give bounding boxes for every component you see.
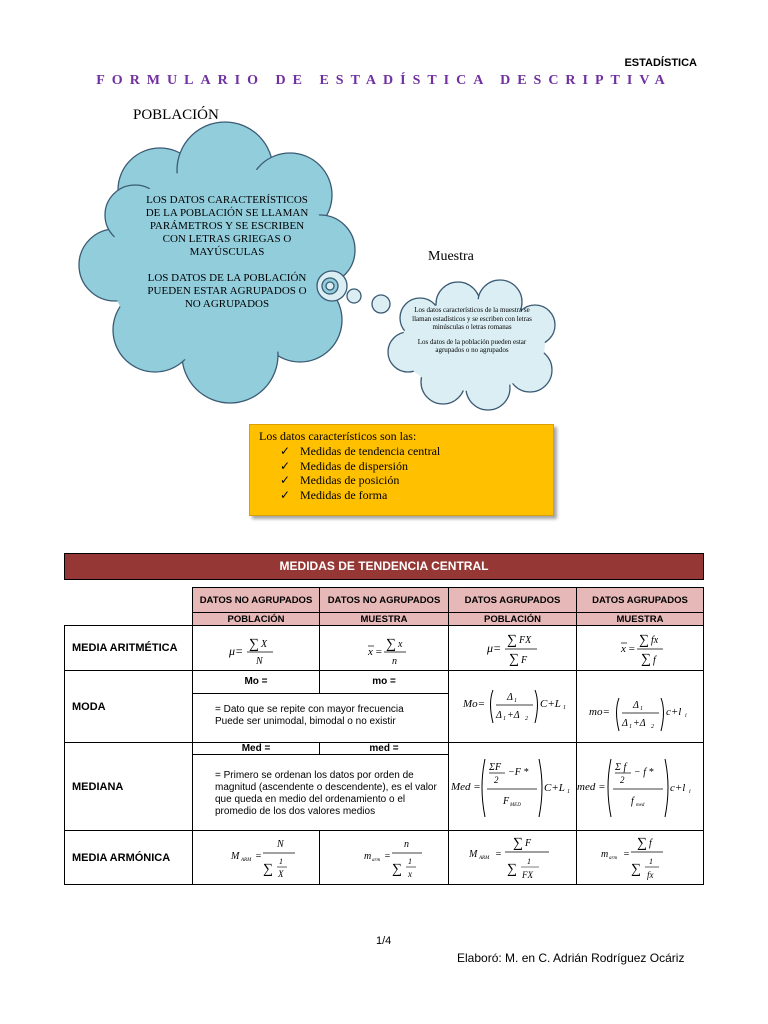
svg-text:med: med xyxy=(636,803,645,808)
svg-text:F: F xyxy=(525,838,532,849)
median-description: = Primero se ordenan los datos por orden de magnitud (ascendente o descendente), es el valor que queda en medio del ordenamiento o el promedio de los dos valores medios xyxy=(192,754,449,831)
svg-text:−F *: −F * xyxy=(508,767,529,778)
svg-text:f: f xyxy=(653,655,656,666)
svg-text:∑: ∑ xyxy=(639,633,649,648)
svg-text:F: F xyxy=(521,655,528,666)
svg-text:ARM: ARM xyxy=(479,856,490,861)
row-label-armonica: MEDIA ARMÓNICA xyxy=(64,830,193,885)
svg-text:2: 2 xyxy=(494,775,499,785)
svg-text:+Δ: +Δ xyxy=(633,718,646,729)
list-item: ✓ Medidas de tendencia central xyxy=(280,444,441,458)
col-header-3: DATOS AGRUPADOS xyxy=(448,587,577,613)
characteristics-box xyxy=(249,424,554,516)
svg-text:μ=: μ= xyxy=(487,641,502,655)
page-number: 1/4 xyxy=(376,935,392,947)
svg-text:ΣF: ΣF xyxy=(489,762,502,773)
svg-text:=: = xyxy=(495,849,502,860)
svg-text:x: x xyxy=(408,869,412,879)
formula-harmonic-grouped-population xyxy=(469,833,573,883)
svg-text:M: M xyxy=(469,849,478,860)
median-population-label: Med = xyxy=(192,742,320,755)
section-label: POBLACIÓN xyxy=(133,107,219,123)
moda-description: = Dato que se repite con mayor frecuencia Puede ser unimodal, bimodal o no existir xyxy=(192,693,449,743)
svg-text:Mo=: Mo= xyxy=(463,698,486,710)
sample-cloud-line-2: Los datos de la población pueden estar agrupados o no agrupados xyxy=(417,337,527,354)
table-cell xyxy=(576,742,704,831)
row-label-mediana: MEDIANA xyxy=(64,742,193,831)
svg-text:c+l: c+l xyxy=(666,706,682,718)
svg-text:Δ: Δ xyxy=(633,700,639,711)
svg-text:∑: ∑ xyxy=(507,862,517,877)
svg-text:∑: ∑ xyxy=(249,637,259,652)
svg-text:MED: MED xyxy=(510,803,521,808)
checkmark-icon: ✓ xyxy=(280,487,291,502)
table-title: MEDIDAS DE TENDENCIA CENTRAL xyxy=(64,553,704,580)
svg-text:∑: ∑ xyxy=(641,652,651,667)
svg-text:∑: ∑ xyxy=(631,862,641,877)
list-item: ✓ Medidas de forma xyxy=(280,487,388,502)
svg-text:ARM: ARM xyxy=(241,858,252,863)
document-subject: ESTADÍSTICA xyxy=(624,57,697,69)
thought-clouds-graphic xyxy=(0,0,768,420)
svg-text:2: 2 xyxy=(651,724,654,730)
svg-text:μ=: μ= xyxy=(229,644,244,658)
formula-harmonic-sample xyxy=(364,835,440,883)
svg-text:arm: arm xyxy=(609,856,618,861)
population-cloud-text xyxy=(140,194,314,311)
row-label-media: MEDIA ARITMÉTICA xyxy=(64,625,193,671)
checkmark-icon: ✓ xyxy=(280,444,291,458)
sample-cloud-text xyxy=(410,306,534,355)
col-header-1: DATOS NO AGRUPADOS xyxy=(192,587,320,613)
population-cloud-line-1: LOS DATOS CARACTERÍSTICOS DE LA POBLACIÓN SE LLAMAN PARÁMETROS Y SE ESCRIBEN CON LETRAS GRIEGAS O MAYÚSCULAS xyxy=(145,194,309,258)
page-title: FORMULARIO DE ESTADÍSTICA DESCRIPTIVA xyxy=(96,73,672,88)
table-cell xyxy=(576,625,704,671)
svg-text:1: 1 xyxy=(563,705,566,711)
svg-text:arm: arm xyxy=(372,858,381,863)
list-item: ✓ Medidas de posición xyxy=(280,473,400,487)
svg-text:Σ f: Σ f xyxy=(615,762,627,773)
table-cell xyxy=(448,830,577,885)
table-cell xyxy=(448,742,577,831)
svg-text:c+l: c+l xyxy=(670,782,686,794)
svg-text:M: M xyxy=(231,851,240,862)
formula-median-sample xyxy=(577,757,703,821)
svg-text:i: i xyxy=(689,789,691,795)
formula-harmonic-grouped-sample xyxy=(601,833,701,883)
svg-text:X: X xyxy=(278,869,284,879)
median-sample-label: med = xyxy=(319,742,449,755)
svg-text:F: F xyxy=(503,796,510,807)
svg-text:1: 1 xyxy=(503,716,506,722)
svg-text:=: = xyxy=(628,643,636,655)
table-cell xyxy=(319,830,449,885)
population-cloud-line-2: LOS DATOS DE LA POBLACIÓN PUEDEN ESTAR AGRUPADOS O NO AGRUPADOS xyxy=(147,272,307,310)
table-cell xyxy=(319,625,449,671)
svg-text:n: n xyxy=(404,839,409,850)
svg-text:1: 1 xyxy=(527,857,531,866)
svg-text:∑: ∑ xyxy=(637,836,647,851)
table-cell xyxy=(576,830,704,885)
svg-text:f: f xyxy=(649,838,652,849)
svg-text:i: i xyxy=(685,713,687,719)
col-sub-4: MUESTRA xyxy=(576,612,704,626)
sample-cloud-title: Muestra xyxy=(428,249,474,264)
svg-text:fx: fx xyxy=(647,870,654,880)
svg-text:∑: ∑ xyxy=(386,637,396,652)
formula-mean-sample xyxy=(366,632,422,668)
svg-text:m: m xyxy=(364,851,372,862)
svg-text:m: m xyxy=(601,849,609,860)
col-header-2: DATOS NO AGRUPADOS xyxy=(319,587,449,613)
svg-text:=: = xyxy=(623,849,630,860)
svg-text:Δ: Δ xyxy=(496,710,502,721)
formula-harmonic-population xyxy=(231,835,311,883)
svg-text:FX: FX xyxy=(519,635,532,646)
svg-text:1: 1 xyxy=(514,698,517,704)
moda-sample-label: mo = xyxy=(319,670,449,694)
table-cell xyxy=(576,670,704,743)
checkmark-icon: ✓ xyxy=(280,458,291,473)
table-cell xyxy=(448,625,577,671)
svg-text:=: = xyxy=(384,851,391,862)
formula-median-population xyxy=(451,757,577,821)
svg-text:∑: ∑ xyxy=(509,652,519,667)
svg-text:− f *: − f * xyxy=(634,767,654,778)
characteristics-intro: Los datos característicos son las: xyxy=(259,429,417,443)
svg-text:1: 1 xyxy=(567,789,570,795)
svg-text:FX: FX xyxy=(522,870,533,880)
table-cell xyxy=(448,670,577,743)
characteristics-list xyxy=(280,444,440,502)
svg-text:n: n xyxy=(392,656,397,667)
formula-mean-grouped-population xyxy=(485,628,555,668)
formula-mode-population xyxy=(463,685,573,729)
checkmark-icon: ✓ xyxy=(280,473,291,487)
svg-text:2: 2 xyxy=(525,716,528,722)
svg-text:fx: fx xyxy=(651,635,659,646)
svg-text:1: 1 xyxy=(640,706,643,712)
svg-text:∑: ∑ xyxy=(513,836,523,851)
formula-mean-grouped-sample xyxy=(619,628,679,668)
col-header-4: DATOS AGRUPADOS xyxy=(576,587,704,613)
formula-mode-sample xyxy=(589,693,701,737)
svg-text:Δ: Δ xyxy=(622,718,628,729)
formula-mean-population xyxy=(227,632,291,668)
svg-text:N: N xyxy=(256,656,263,667)
table-cell xyxy=(192,625,320,671)
table-cell xyxy=(192,830,320,885)
svg-text:x: x xyxy=(621,643,626,655)
svg-text:x: x xyxy=(398,639,403,650)
list-item: ✓ Medidas de dispersión xyxy=(280,458,408,473)
row-label-moda: MODA xyxy=(64,670,193,743)
svg-text:f: f xyxy=(631,796,634,807)
svg-text:C+L: C+L xyxy=(544,782,565,794)
svg-text:C+L: C+L xyxy=(540,698,561,710)
moda-population-label: Mo = xyxy=(192,670,320,694)
svg-text:=: = xyxy=(375,646,383,658)
svg-text:∑: ∑ xyxy=(263,862,273,877)
svg-text:2: 2 xyxy=(620,775,625,785)
svg-text:+Δ: +Δ xyxy=(507,710,520,721)
col-sub-3: POBLACIÓN xyxy=(448,612,577,626)
col-sub-1: POBLACIÓN xyxy=(192,612,320,626)
svg-text:N: N xyxy=(277,839,284,850)
sample-cloud-line-1: Los datos característicos de la muestra se llaman estadísticos y se escriben con letras minúsculas o letras romanas xyxy=(412,306,532,331)
svg-text:x: x xyxy=(368,646,373,658)
svg-text:1: 1 xyxy=(279,857,283,866)
svg-text:X: X xyxy=(261,639,268,650)
svg-text:1: 1 xyxy=(408,857,412,866)
svg-text:∑: ∑ xyxy=(392,862,402,877)
svg-text:∑: ∑ xyxy=(507,633,517,648)
svg-text:Δ: Δ xyxy=(507,692,513,703)
col-sub-2: MUESTRA xyxy=(319,612,449,626)
svg-text:1: 1 xyxy=(629,724,632,730)
author-credit: Elaboró: M. en C. Adrián Rodríguez Ocáriz xyxy=(457,951,685,965)
svg-text:med =: med = xyxy=(577,781,606,793)
svg-text:Med =: Med = xyxy=(451,781,481,793)
svg-text:1: 1 xyxy=(649,857,653,866)
svg-text:=: = xyxy=(255,851,262,862)
svg-text:mo=: mo= xyxy=(589,706,610,718)
